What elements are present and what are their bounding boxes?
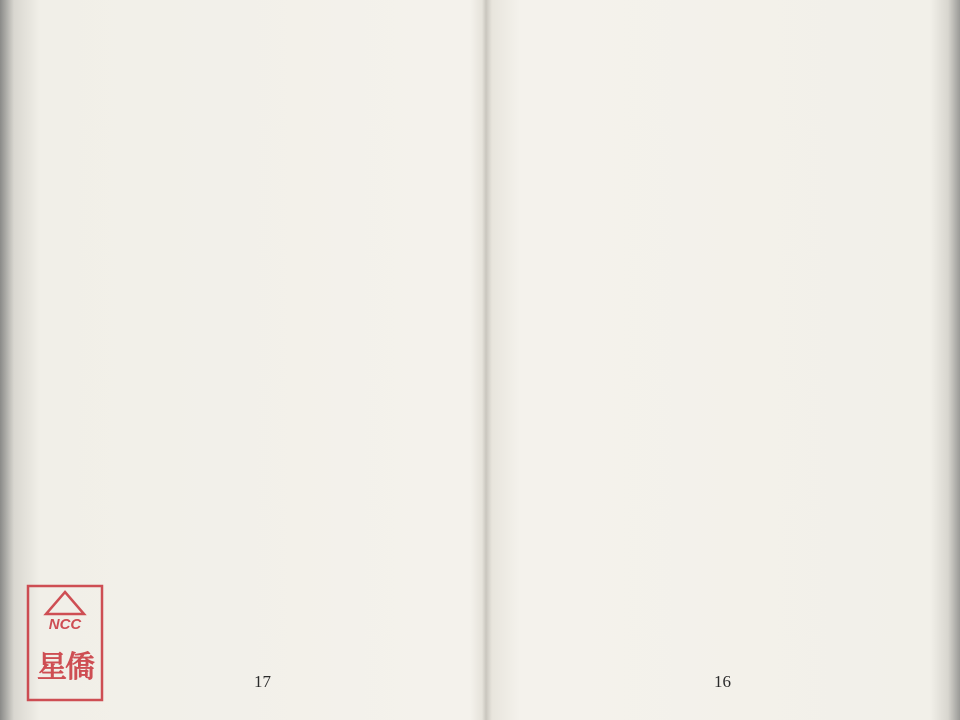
text-column [377,86,402,652]
text-column [771,86,796,652]
text-column [576,86,601,652]
text-column [688,86,713,652]
stamp-latin-text: NCC [48,616,82,633]
text-column [799,86,824,652]
text-column [210,86,235,652]
text-column [349,86,374,652]
text-column [855,86,880,652]
text-column [266,86,291,652]
text-column [744,86,769,652]
left-page-text [100,86,458,652]
right-page-text [532,86,908,652]
text-column [604,86,629,652]
page-number-left: 17 [254,672,271,691]
text-column [632,86,657,652]
text-column [827,86,852,652]
stamp-name-text: 星僑 [37,650,93,685]
text-column [548,86,573,652]
text-column [126,86,151,652]
text-column [433,86,458,652]
publisher-stamp [26,584,104,702]
text-column [405,86,430,652]
text-column [321,86,346,652]
text-column [182,86,207,652]
right-page [486,0,960,720]
page-number-right: 16 [714,672,731,691]
text-column [883,86,908,652]
text-column [154,86,179,652]
text-column [238,86,263,652]
text-column [716,86,741,652]
text-column [660,86,685,652]
text-column [294,86,319,652]
